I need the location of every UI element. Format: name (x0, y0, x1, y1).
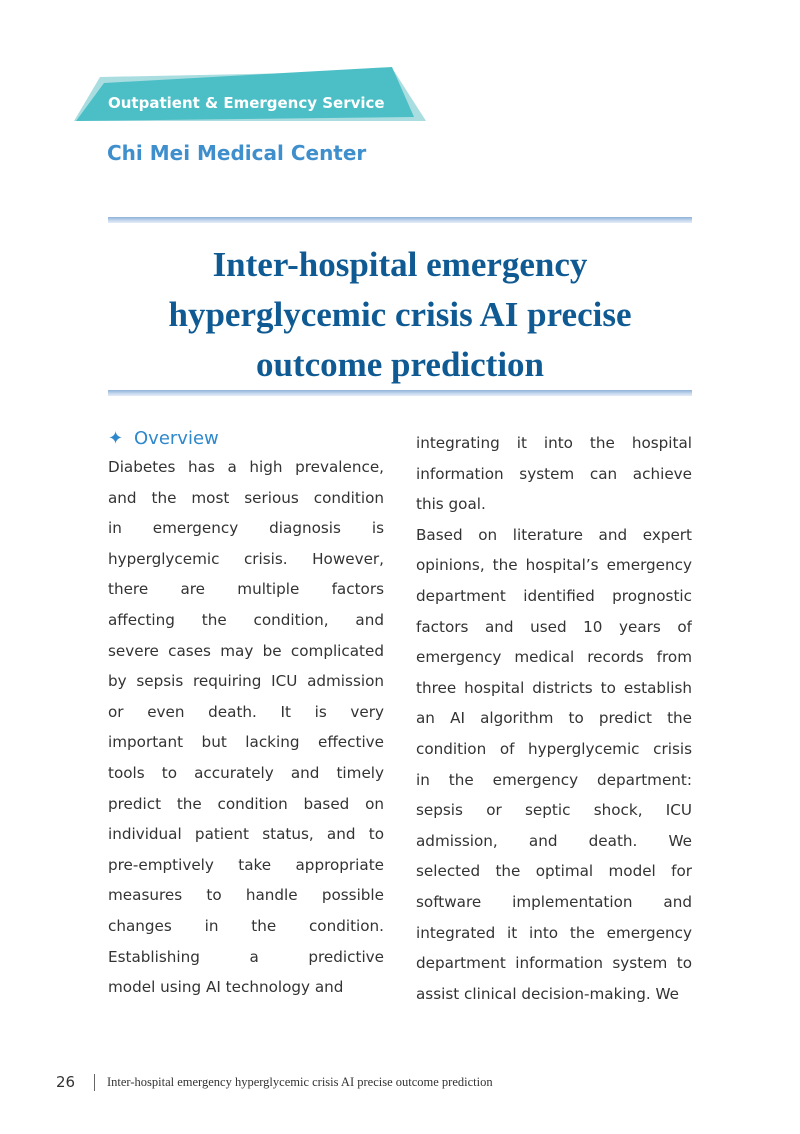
text-line: selected the optimal model for (416, 862, 692, 881)
four-pointed-star-icon: ✦ (108, 428, 124, 449)
category-banner (74, 67, 426, 121)
text-line: information system can achieve (416, 464, 692, 483)
text-line: three hospital districts to establish (416, 678, 692, 697)
body-column-right (416, 428, 692, 1009)
text-line: predict the condition based on (108, 794, 384, 813)
text-line: Establishing a predictive (108, 947, 384, 966)
footer-divider (94, 1074, 95, 1091)
text-line: severe cases may be complicated (108, 641, 384, 660)
article-title (108, 240, 692, 390)
text-line: and the most serious condition (108, 488, 384, 507)
text-line: an AI algorithm to predict the (416, 709, 692, 728)
title-line: hyperglycemic crisis AI precise (168, 295, 632, 334)
organization-name: Chi Mei Medical Center (107, 141, 367, 165)
text-line: emergency medical records from (416, 648, 692, 667)
text-line: department information system to (416, 954, 692, 973)
text-line: hyperglycemic crisis. However, (108, 549, 384, 568)
text-line: sepsis or septic shock, ICU (416, 801, 692, 820)
page-number: 26 (56, 1073, 76, 1091)
text-line: by sepsis requiring ICU admission (108, 672, 384, 691)
title-bottom-rule (108, 390, 692, 396)
category-label: Outpatient & Emergency Service (108, 94, 385, 112)
text-line: software implementation and (416, 892, 692, 911)
text-line: factors and used 10 years of (416, 617, 692, 636)
text-line: integrating it into the hospital (416, 434, 692, 452)
body-column-left (108, 426, 384, 1003)
section-heading (108, 426, 384, 452)
text-line: affecting the condition, and (108, 610, 384, 629)
text-line: individual patient status, and to (108, 825, 384, 844)
text-line: Based on literature and expert (416, 525, 692, 544)
right-column-text (416, 428, 692, 1009)
text-line: opinions, the hospital’s emergency (416, 556, 692, 575)
text-line: in the emergency department: (416, 770, 692, 789)
text-line: admission, and death. We (416, 831, 692, 850)
section-heading-text: Overview (134, 428, 219, 449)
running-title: Inter-hospital emergency hyperglycemic crisis AI precise outcome prediction (107, 1075, 493, 1089)
text-line: in emergency diagnosis is (108, 519, 384, 538)
title-line: Inter-hospital emergency (212, 245, 588, 284)
left-column-text (108, 452, 384, 1003)
title-top-rule (108, 217, 692, 223)
text-line: assist clinical decision-making. We (416, 984, 679, 1003)
title-line: outcome prediction (255, 345, 545, 384)
text-line: Diabetes has a high prevalence, (108, 458, 384, 476)
text-line: condition of hyperglycemic crisis (416, 739, 692, 758)
text-line: measures to handle possible (108, 886, 384, 905)
text-line: tools to accurately and timely (108, 763, 384, 782)
text-line: model using AI technology and (108, 978, 344, 997)
text-line: changes in the condition. (108, 916, 384, 935)
text-line: important but lacking effective (108, 733, 384, 752)
text-line: this goal. (416, 495, 486, 514)
text-line: or even death. It is very (108, 702, 384, 721)
text-line: pre-emptively take appropriate (108, 855, 384, 874)
text-line: integrated it into the emergency (416, 923, 692, 942)
text-line: there are multiple factors (108, 580, 384, 599)
text-line: department identified prognostic (416, 586, 692, 605)
